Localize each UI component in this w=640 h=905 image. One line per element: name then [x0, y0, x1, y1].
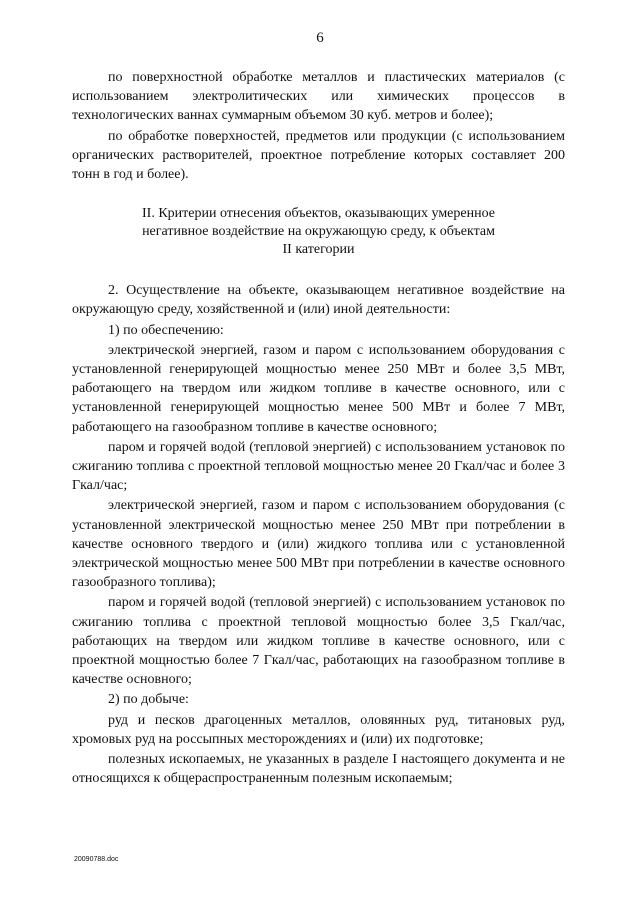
- paragraph: электрической энергией, газом и паром с использованием оборудования (с установленной электрической мощностью менее 250 МВт при потреблении в качестве основного твердого и (или) жидкого топлива или с установленной электрической мощностью менее 500 МВт при потреблении в качестве основного газообразного топлива);: [72, 498, 565, 591]
- heading-line: II. Критерии отнесения объектов, оказывающих умеренное: [142, 206, 495, 222]
- paragraph: руд и песков драгоценных металлов, оловянных руд, титановых руд, хромовых руд на россыпных месторождениях и (или) их подготовке;: [72, 712, 565, 747]
- section-heading: [72, 205, 565, 259]
- page-number: 6: [316, 30, 324, 46]
- paragraph: 2) по добыче:: [108, 692, 189, 708]
- paragraph: паром и горячей водой (тепловой энергией) с использованием установок по сжиганию топлива с проектной тепловой мощностью более 3,5 Гкал/час, работающих на твердом или жидком топливе в качестве основного, или с проектной мощностью более 7 Гкал/час, работающих на газообразном топливе в качестве основного;: [72, 595, 565, 688]
- document-body: [72, 68, 565, 790]
- paragraph: по обработке поверхностей, предметов или продукции (с использованием органических растворителей, проектное потребление которых составляет 200 тонн в год и более).: [72, 128, 565, 183]
- heading-line: II категории: [282, 242, 355, 258]
- paragraph: 1) по обеспечению:: [108, 322, 224, 338]
- paragraph: паром и горячей водой (тепловой энергией) с использованием установок по сжиганию топлива с проектной тепловой мощностью менее 20 Гкал/час и более 3 Гкал/час;: [72, 439, 565, 494]
- paragraph: электрической энергией, газом и паром с использованием оборудования с установленной генерирующей мощностью менее 250 МВт и более 3,5 МВт, работающего на твердом или жидком топливе в качестве основного, или с установленной генерирующей мощностью менее 500 МВт и более 7 МВт, работающего на газообразном топливе в качестве основного;: [72, 342, 565, 435]
- paragraph: по поверхностной обработке металлов и пластических материалов (с использованием электролитических или химических процессов в технологических ваннах суммарным объемом 30 куб. метров и более);: [72, 70, 565, 124]
- paragraph: полезных ископаемых, не указанных в разделе I настоящего документа и не относящихся к общераспространенным полезным ископаемым;: [72, 752, 565, 787]
- footer-filename: 20090788.doc: [74, 856, 119, 863]
- heading-line: негативное воздействие на окружающую среду, к объектам: [142, 224, 495, 240]
- paragraph: 2. Осуществление на объекте, оказывающем негативное воздействие на окружающую среду, хозяйственной и (или) иной деятельности:: [72, 283, 565, 318]
